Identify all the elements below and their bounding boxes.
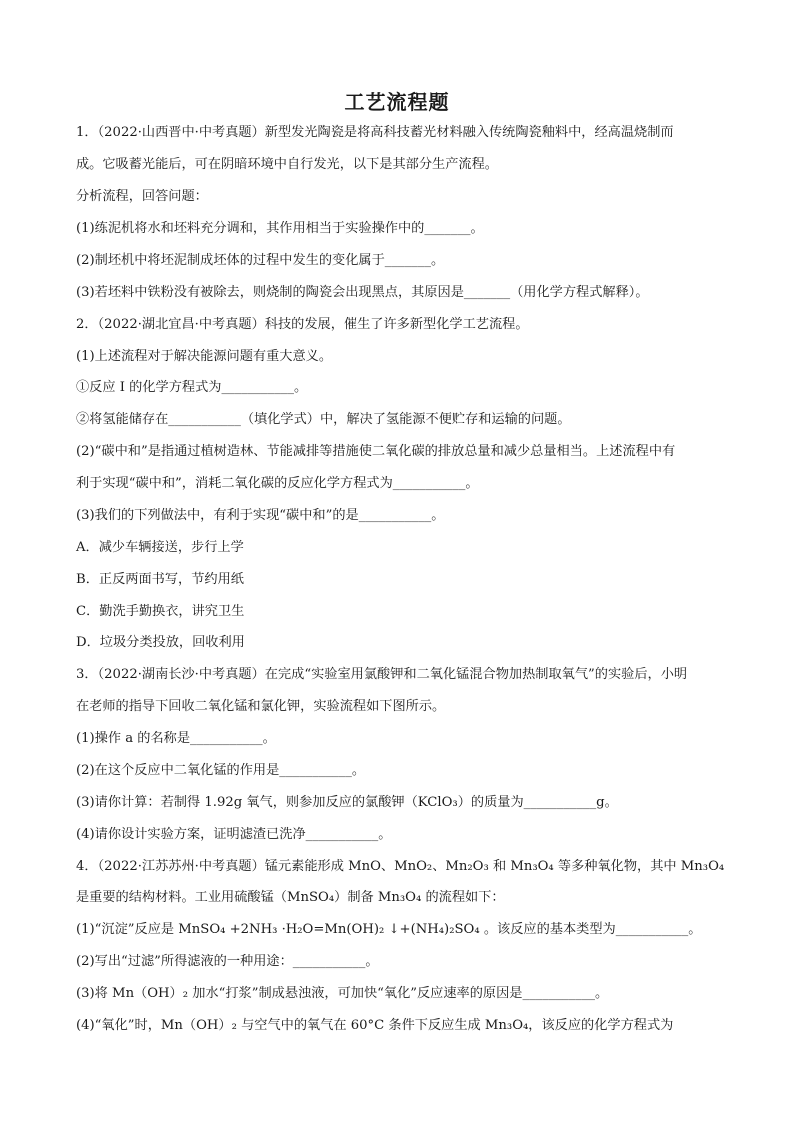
q2-option-c: C．勤洗手勤换衣，讲究卫生	[76, 604, 245, 619]
q2-option-a: A．减少车辆接送，步行上学	[76, 540, 244, 555]
page-title: 工艺流程题	[344, 90, 450, 114]
q4-part2: (2)写出“过滤”所得滤液的一种用途：___________。	[76, 954, 379, 969]
q2-part1: (1)上述流程对于解决能源问题有重大意义。	[76, 349, 333, 364]
q2-part1-sub2: ②将氢能储存在___________（填化学式）中，解决了氢能源不便贮存和运输的问题。	[76, 412, 571, 427]
q1-stem-line1: 1．（2022·山西晋中·中考真题）新型发光陶瓷是将高科技蓄光材料融入传统陶瓷釉料中，经高温烧制而	[76, 125, 674, 140]
q2-part1-sub1: ①反应 I 的化学方程式为___________。	[76, 380, 308, 395]
q3-part4: (4)请你设计实验方案，证明滤渣已洗净___________。	[76, 827, 392, 842]
q4-part4: (4)“氧化”时，Mn（OH）₂ 与空气中的氧气在 60°C 条件下反应生成 Mn₃O₄，该反应的化学方程式为	[76, 1018, 674, 1033]
q1-instruction: 分析流程，回答问题：	[76, 189, 208, 204]
q1-part2: (2)制坯机中将坯泥制成坯体的过程中发生的变化属于_______。	[76, 253, 445, 268]
q3-part1: (1)操作 a 的名称是___________。	[76, 731, 276, 746]
q2-option-d: D．垃圾分类投放，回收利用	[76, 635, 245, 650]
q2-option-b: B．正反两面书写，节约用纸	[76, 572, 244, 587]
q1-part1: (1)练泥机将水和坯料充分调和，其作用相当于实验操作中的_______。	[76, 221, 484, 236]
q4-stem-line1: 4．（2022·江苏苏州·中考真题）锰元素能形成 MnO、MnO₂、Mn₂O₃ 和 Mn₃O₄ 等多种氧化物，其中 Mn₃O₄	[76, 859, 725, 874]
q1-stem-line2: 成。它吸蓄光能后，可在阴暗环境中自行发光，以下是其部分生产流程。	[76, 157, 498, 172]
q3-stem-line1: 3．（2022·湖南长沙·中考真题）在完成“实验室用氯酸钾和二氧化锰混合物加热制取氧气”的实验后，小明	[76, 667, 688, 682]
q2-stem: 2．（2022·湖北宜昌·中考真题）科技的发展，催生了许多新型化学工艺流程。	[76, 317, 529, 332]
q1-part3: (3)若坯料中铁粉没有被除去，则烧制的陶瓷会出现黑点，其原因是_______（用化学方程式解释）。	[76, 285, 649, 300]
q3-part2: (2)在这个反应中二氧化锰的作用是___________。	[76, 763, 366, 778]
q4-part1: (1)“沉淀”反应是 MnSO₄ +2NH₃ ·H₂O=Mn(OH)₂ ↓+(NH₄)₂SO₄ 。该反应的基本类型为___________。	[76, 922, 702, 937]
q3-stem-line2: 在老师的指导下回收二氧化锰和氯化钾，实验流程如下图所示。	[76, 699, 446, 714]
q2-part2-line1: (2)“碳中和”是指通过植树造林、节能减排等措施使二氧化碳的排放总量和减少总量相当。上述流程中有	[76, 444, 676, 459]
q3-part3: (3)请你计算：若制得 1.92g 氧气，则参加反应的氯酸钾（KClO₃）的质量为___________g。	[76, 795, 618, 810]
q4-part3: (3)将 Mn（OH）₂ 加水“打浆”制成悬浊液，可加快“氧化”反应速率的原因是___________。	[76, 986, 609, 1001]
q2-part2-line2: 利于实现“碳中和”，消耗二氧化碳的反应化学方程式为___________。	[76, 476, 479, 491]
q4-stem-line2: 是重要的结构材料。工业用硫酸锰（MnSO₄）制备 Mn₃O₄ 的流程如下：	[76, 890, 505, 905]
q2-part3: (3)我们的下列做法中，有利于实现“碳中和”的是___________。	[76, 508, 445, 523]
